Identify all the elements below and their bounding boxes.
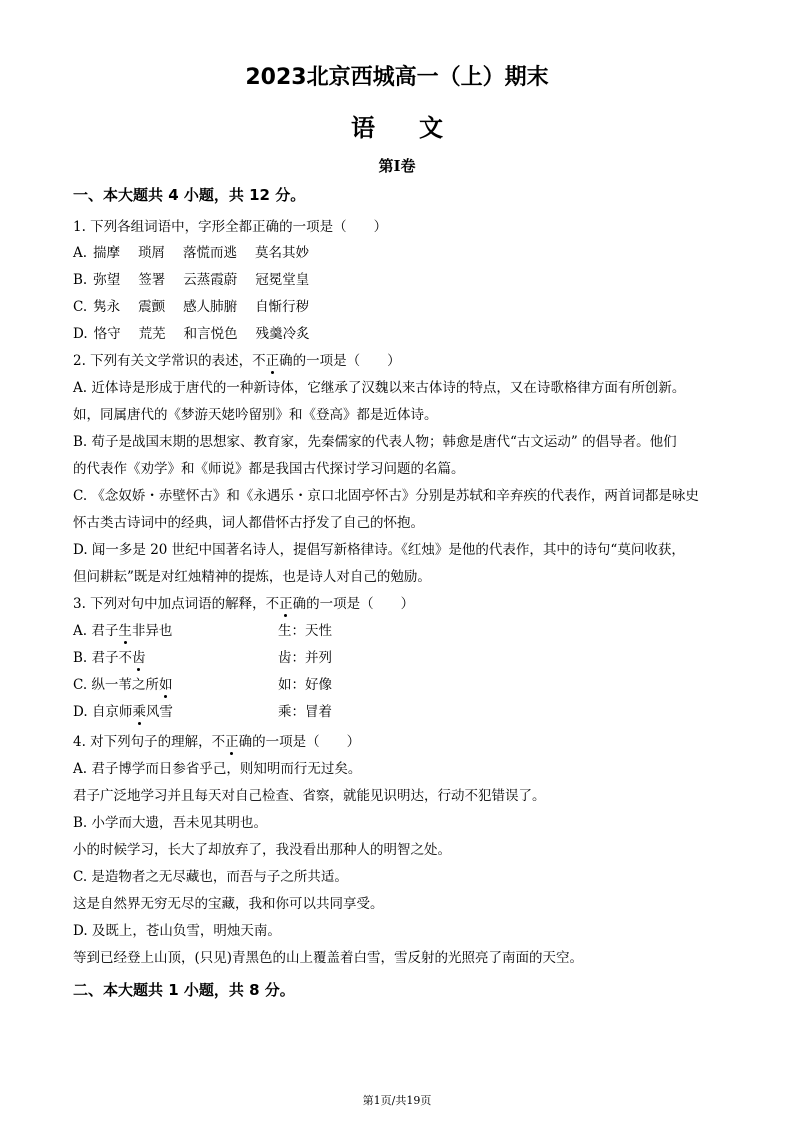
section-1-heading: 一、本大题共 4 小题，共 12 分。 bbox=[73, 186, 306, 204]
subject-title: 语文 bbox=[351, 113, 487, 142]
phrase-text: 纵一苇之所 bbox=[91, 677, 159, 693]
q2-stem bbox=[73, 351, 733, 371]
phrase-text: 风雪 bbox=[145, 704, 173, 720]
option-word: 落慌而逃 bbox=[183, 245, 238, 261]
q4-line: 小的时候学习，长大了却放弃了，我没看出那种人的明智之处。 bbox=[73, 842, 451, 858]
page-footer: 第1页/共19页 bbox=[362, 1094, 432, 1107]
option-label: D. bbox=[73, 326, 88, 342]
q2-line: 怀古类古诗词中的经典，词人都借怀古抒发了自己的怀抱。 bbox=[73, 515, 424, 531]
dotted-word: 乘 bbox=[132, 704, 146, 720]
option-word: 冠冕堂皇 bbox=[255, 272, 310, 288]
option-word: 云蒸霞蔚 bbox=[183, 272, 238, 288]
exam-title: 2023北京西城高一（上）期末 bbox=[245, 65, 549, 90]
emphasis-not-correct: 不正确 bbox=[265, 596, 307, 612]
gloss-text: 如：好像 bbox=[278, 677, 332, 693]
option-word: 琐屑 bbox=[138, 245, 166, 261]
option-label: C. bbox=[73, 299, 88, 315]
option-label: A. bbox=[73, 245, 88, 261]
gloss-text: 乘：冒着 bbox=[278, 704, 332, 720]
option-word: 震颤 bbox=[138, 299, 166, 315]
q1-option-a bbox=[73, 243, 733, 263]
dotted-word: 生 bbox=[118, 623, 132, 639]
stem-text: 的一项是（ ） bbox=[306, 596, 415, 612]
option-label: A. bbox=[73, 623, 88, 639]
q4-line: 君子广泛地学习并且每天对自己检查、省察，就能见识明达，行动不犯错误了。 bbox=[73, 788, 546, 804]
option-word: 莫名其妙 bbox=[255, 245, 310, 261]
q4-line: 等到已经登上山顶，(只见)青黑色的山上覆盖着白雪，雪反射的光照亮了南面的天空。 bbox=[73, 950, 584, 966]
option-label: B. bbox=[73, 650, 88, 666]
q4-line: 这是自然界无穷无尽的宝藏，我和你可以共同享受。 bbox=[73, 896, 384, 912]
emphasis-not-correct bbox=[252, 353, 293, 369]
q3-option-a bbox=[73, 621, 733, 641]
q2-line: A. 近体诗是形成于唐代的一种新诗体，它继承了汉魏以来古体诗的特点，又在诗歌格律方面有所创新。 bbox=[73, 380, 686, 396]
dotted-text: 不正确 bbox=[252, 353, 293, 369]
option-label: D. bbox=[73, 704, 88, 720]
option-label: B. bbox=[73, 272, 88, 288]
q3-option-b bbox=[73, 648, 733, 668]
stem-text: 2. 下列有关文学常识的表述， bbox=[73, 353, 253, 369]
q3-option-d bbox=[73, 702, 733, 722]
dotted-word: 齿 bbox=[132, 650, 146, 666]
q2-line: D. 闻一多是 20 世纪中国著名诗人，提倡写新格律诗。《红烛》是他的代表作，其中的诗句“莫问收获， bbox=[73, 542, 685, 558]
q1-option-c bbox=[73, 297, 733, 317]
phrase-text: 自京师 bbox=[91, 704, 133, 720]
q2-line: C. 《念奴娇・赤壁怀古》和《永遇乐・京口北固亭怀古》分别是苏轼和辛弃疾的代表作，两首词都是咏史 bbox=[73, 488, 699, 504]
option-word: 自惭行秽 bbox=[255, 299, 310, 315]
option-label: C. bbox=[73, 677, 88, 693]
stem-text: 3. 下列对句中加点词语的解释， bbox=[73, 596, 266, 612]
gloss-text: 生：天性 bbox=[278, 623, 332, 639]
option-word: 隽永 bbox=[93, 299, 121, 315]
option-word: 和言悦色 bbox=[183, 326, 238, 342]
q4-line: B. 小学而大遗，吾未见其明也。 bbox=[73, 815, 268, 831]
q1-option-b bbox=[73, 270, 733, 290]
volume-label: 第I卷 bbox=[378, 157, 416, 175]
option-word: 残羹冷炙 bbox=[255, 326, 310, 342]
q1-option-d bbox=[73, 324, 733, 344]
q2-line: 但问耕耘”既是对红烛精神的提炼，也是诗人对自己的勉励。 bbox=[73, 569, 431, 585]
option-word: 感人肺腑 bbox=[183, 299, 238, 315]
phrase-text: 君子 bbox=[91, 623, 119, 639]
emphasis-not-correct: 不正确 bbox=[211, 734, 253, 750]
q4-line: C. 是造物者之无尽藏也，而吾与子之所共适。 bbox=[73, 869, 348, 885]
gloss-text: 齿：并列 bbox=[278, 650, 332, 666]
stem-text: 的一项是（ ） bbox=[292, 353, 401, 369]
option-word: 弥望 bbox=[93, 272, 121, 288]
stem-text: 的一项是（ ） bbox=[252, 734, 361, 750]
option-word: 恪守 bbox=[93, 326, 121, 342]
phrase-text: 非异也 bbox=[131, 623, 173, 639]
q4-line: D. 及既上，苍山负雪，明烛天南。 bbox=[73, 923, 281, 939]
q1-stem: 1. 下列各组词语中，字形全都正确的一项是（ ） bbox=[73, 219, 388, 235]
phrase-text: 君子不 bbox=[91, 650, 133, 666]
q3-option-c bbox=[73, 675, 733, 695]
stem-text: 4. 对下列句子的理解， bbox=[73, 734, 212, 750]
dotted-word: 如 bbox=[158, 677, 173, 693]
section-2-heading: 二、本大题共 1 小题，共 8 分。 bbox=[73, 981, 295, 999]
q4-stem bbox=[73, 732, 733, 752]
option-word: 签署 bbox=[138, 272, 166, 288]
q2-line: 如，同属唐代的《梦游天姥吟留别》和《登高》都是近体诗。 bbox=[73, 407, 438, 423]
option-word: 揣摩 bbox=[93, 245, 121, 261]
q2-line: B. 荀子是战国末期的思想家、教育家，先秦儒家的代表人物；韩愈是唐代“古文运动” 的倡导者。他们 bbox=[73, 434, 677, 450]
q3-stem bbox=[73, 594, 733, 614]
option-word: 荒芜 bbox=[138, 326, 166, 342]
q2-line: 的代表作《劝学》和《师说》都是我国古代探讨学习问题的名篇。 bbox=[73, 461, 465, 477]
q4-line: A. 君子博学而日参省乎己，则知明而行无过矣。 bbox=[73, 761, 362, 777]
